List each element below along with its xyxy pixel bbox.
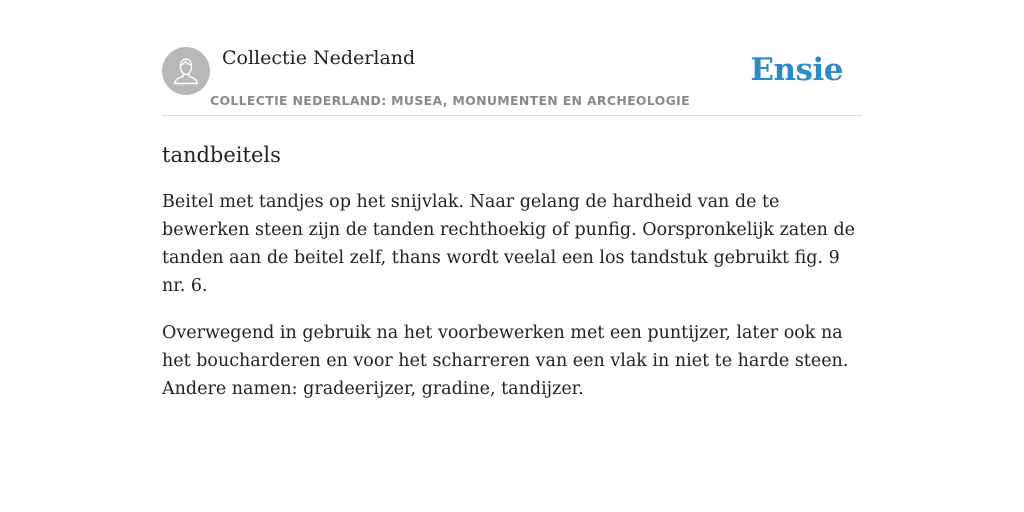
- user-silhouette-icon: [162, 47, 210, 95]
- entry-paragraph: Overwegend in gebruik na het voorbewerken met een puntijzer, later ook na het boucharderen en voor het scharreren van een vlak in niet te harde steen. Andere namen: gradeerijzer, gradine, tandijzer.: [162, 323, 849, 399]
- entry-title: tandbeitels: [162, 143, 281, 167]
- author-avatar[interactable]: [162, 47, 210, 95]
- entry-body: [162, 188, 862, 403]
- author-name[interactable]: Collectie Nederland: [222, 47, 416, 69]
- entry-paragraph: Beitel met tandjes op het snijvlak. Naar gelang de hardheid van de te bewerken steen zijn de tanden rechthoekig of punfig. Oorspronkelijk zaten de tanden aan de beitel zelf, thans wordt veelal een los tandstuk gebruikt fig. 9 nr. 6.: [162, 192, 856, 296]
- source-title[interactable]: COLLECTIE NEDERLAND: MUSEA, MONUMENTEN EN ARCHEOLOGIE: [210, 93, 690, 108]
- ensie-logo[interactable]: Ensie: [750, 52, 843, 88]
- page: [162, 0, 862, 403]
- header: [162, 0, 862, 116]
